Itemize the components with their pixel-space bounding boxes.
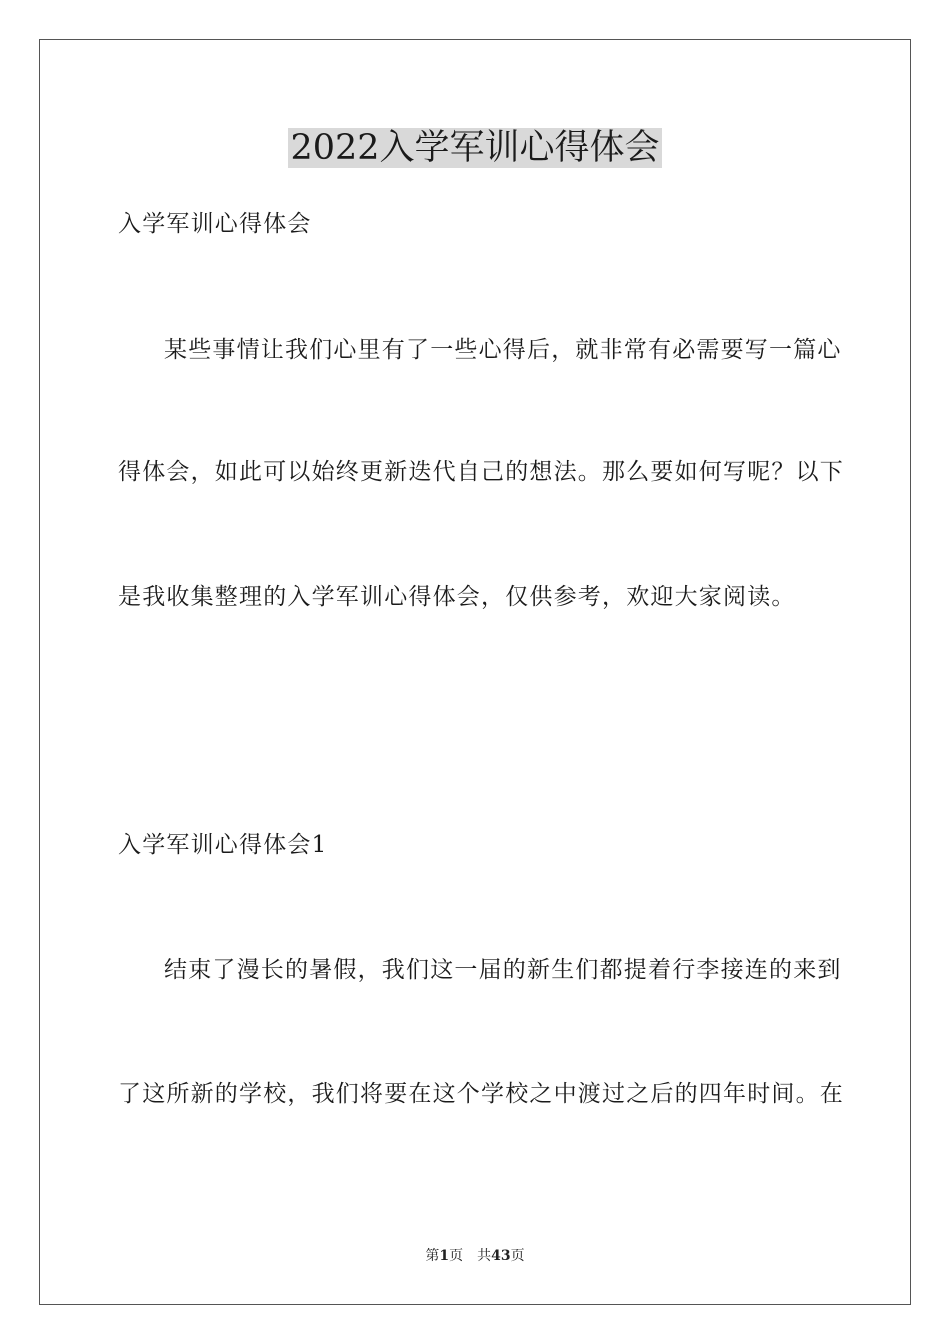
page-prefix: 第 [425, 1248, 440, 1264]
total-suffix: 页 [510, 1248, 525, 1264]
paragraph-line: 结束了漫长的暑假，我们这一届的新生们都提着行李接连的来到 [164, 957, 842, 983]
paragraph-line: 是我收集整理的入学军训心得体会，仅供参考，欢迎大家阅读。 [118, 584, 796, 610]
total-prefix: 共 [477, 1248, 492, 1264]
page-footer [0, 1247, 950, 1265]
page-number: 1 [439, 1248, 450, 1264]
document-title [0, 126, 950, 170]
section-heading: 入学军训心得体会1 [118, 832, 328, 858]
document-title-text: 2022入学军训心得体会 [290, 128, 660, 168]
paragraph-line: 某些事情让我们心里有了一些心得后，就非常有必需要写一篇心 [164, 337, 842, 363]
page-suffix: 页 [449, 1248, 464, 1264]
section-heading: 入学军训心得体会 [118, 211, 312, 237]
total-pages: 43 [491, 1248, 511, 1264]
paragraph-line: 得体会，如此可以始终更新迭代自己的想法。那么要如何写呢？以下 [118, 459, 844, 485]
paragraph-line: 了这所新的学校，我们将要在这个学校之中渡过之后的四年时间。在 [118, 1081, 844, 1107]
